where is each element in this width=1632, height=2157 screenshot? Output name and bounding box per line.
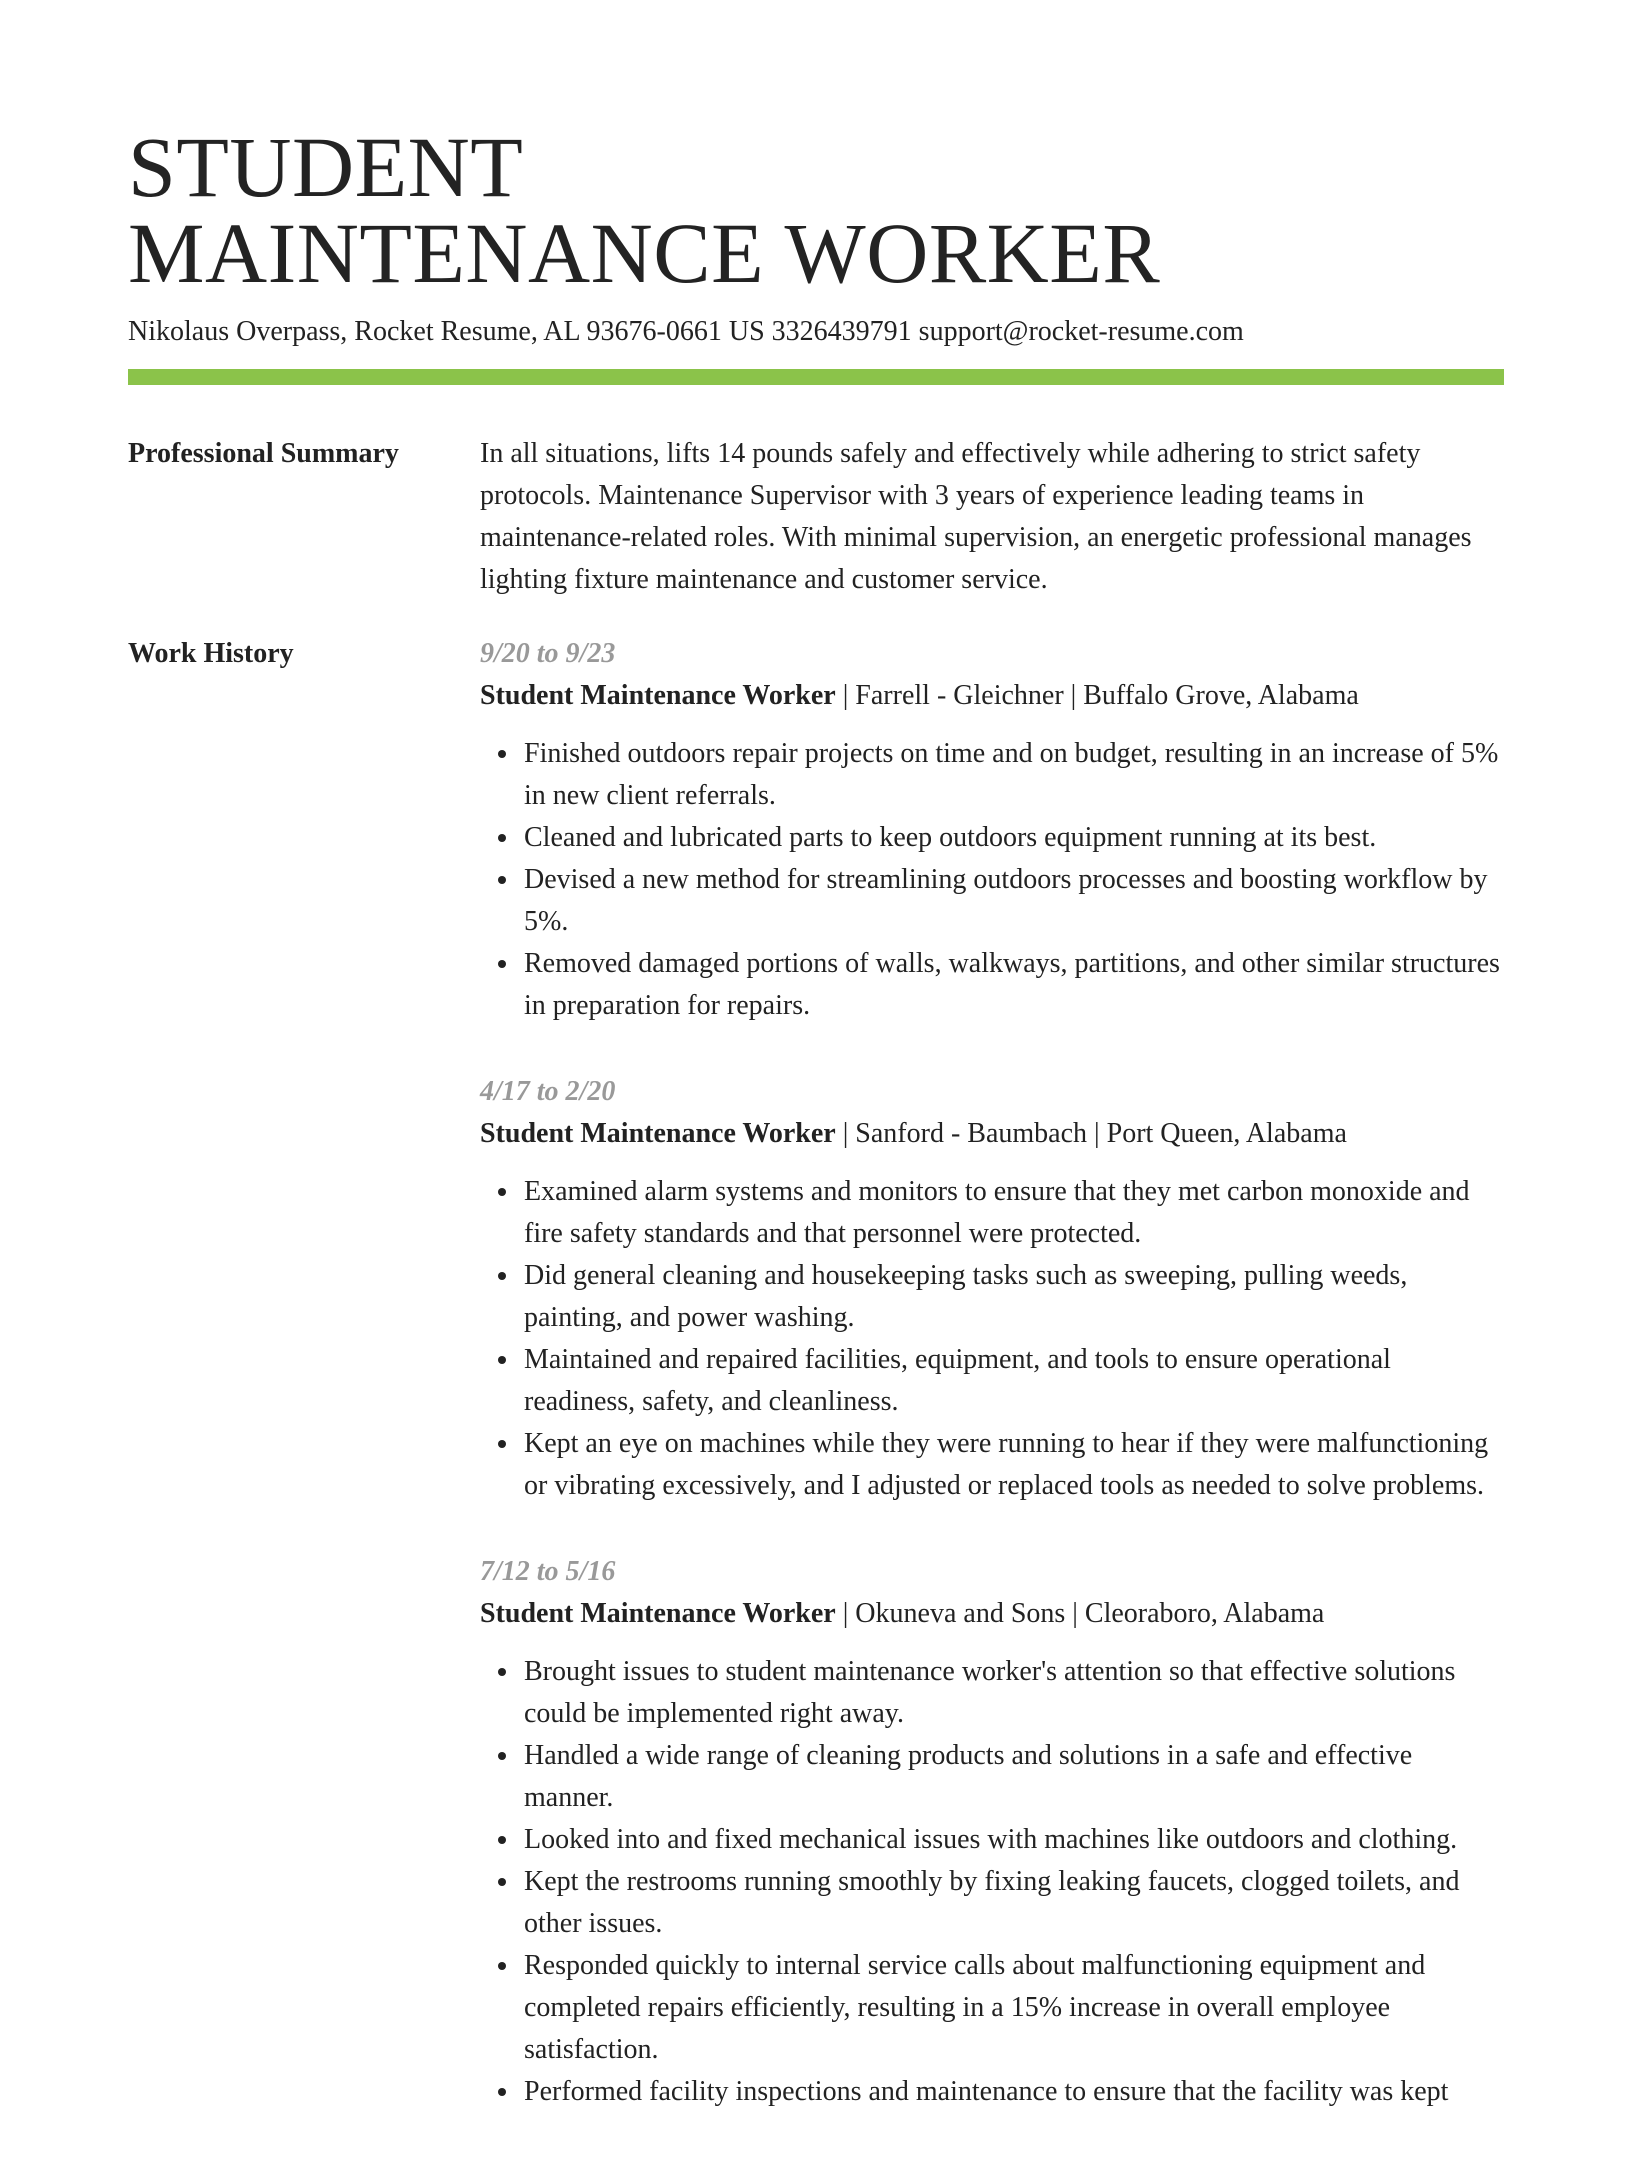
job-bullet: Responded quickly to internal service calls about malfunctioning equipment and completed repairs efficiently, resulting in a 15% increase in overall employee satisfaction.	[524, 1945, 1504, 2071]
resume-title	[128, 119, 1504, 301]
job-bullet: Devised a new method for streamlining outdoors processes and boosting workflow by 5%.	[524, 859, 1504, 943]
job-bullet: Examined alarm systems and monitors to ensure that they met carbon monoxide and fire safety standards and that personnel were protected.	[524, 1171, 1504, 1255]
job-entry	[480, 1071, 1504, 1507]
job-heading	[480, 1593, 1504, 1635]
job-details: | Farrell - Gleichner | Buffalo Grove, Alabama	[835, 680, 1359, 711]
job-dates: 7/12 to 5/16	[480, 1556, 616, 1587]
work-history-content	[480, 633, 1504, 2157]
accent-divider	[128, 369, 1504, 385]
job-bullet-list	[480, 733, 1504, 1027]
job-heading	[480, 1113, 1504, 1155]
job-title: Student Maintenance Worker	[480, 1118, 836, 1149]
job-bullet: Cleaned and lubricated parts to keep outdoors equipment running at its best.	[524, 817, 1504, 859]
job-entry	[480, 1551, 1504, 2113]
job-heading	[480, 675, 1504, 717]
job-bullet: Brought issues to student maintenance worker's attention so that effective solutions could be implemented right away.	[524, 1651, 1504, 1735]
job-title: Student Maintenance Worker	[480, 1598, 836, 1629]
job-title: Student Maintenance Worker	[480, 680, 836, 711]
job-bullet: Kept the restrooms running smoothly by fixing leaking faucets, clogged toilets, and other issues.	[524, 1861, 1504, 1945]
job-dates: 9/20 to 9/23	[480, 638, 616, 669]
job-entry	[480, 633, 1504, 1027]
resume-title-line-2: MAINTENANCE WORKER	[128, 205, 1161, 301]
job-bullet-list	[480, 1651, 1504, 2113]
job-bullet: Did general cleaning and housekeeping tasks such as sweeping, pulling weeds, painting, and power washing.	[524, 1255, 1504, 1339]
job-details: | Okuneva and Sons | Cleoraboro, Alabama	[835, 1598, 1325, 1629]
job-bullet: Kept an eye on machines while they were running to hear if they were malfunctioning or vibrating excessively, and I adjusted or replaced tools as needed to solve problems.	[524, 1423, 1504, 1507]
professional-summary-section	[128, 433, 1504, 603]
job-details: | Sanford - Baumbach | Port Queen, Alabama	[835, 1118, 1347, 1149]
job-bullet: Looked into and fixed mechanical issues with machines like outdoors and clothing.	[524, 1819, 1504, 1861]
job-bullet: Finished outdoors repair projects on time and on budget, resulting in an increase of 5% in new client referrals.	[524, 733, 1504, 817]
job-dates: 4/17 to 2/20	[480, 1076, 616, 1107]
contact-info: Nikolaus Overpass, Rocket Resume, AL 93676-0661 US 3326439791 support@rocket-resume.com	[128, 316, 1244, 347]
job-bullet: Handled a wide range of cleaning products and solutions in a safe and effective manner.	[524, 1735, 1504, 1819]
section-label-work-history: Work History	[128, 638, 294, 669]
job-bullet-list	[480, 1171, 1504, 1507]
job-bullet: Maintained and repaired facilities, equipment, and tools to ensure operational readiness, safety, and cleanliness.	[524, 1339, 1504, 1423]
section-label-professional-summary: Professional Summary	[128, 438, 399, 469]
job-bullet: Removed damaged portions of walls, walkways, partitions, and other similar structures in preparation for repairs.	[524, 943, 1504, 1027]
job-bullet: Performed facility inspections and maintenance to ensure that the facility was kept	[524, 2071, 1504, 2113]
professional-summary-content	[480, 433, 1504, 601]
resume-title-line-1: STUDENT	[128, 119, 524, 215]
professional-summary-text: In all situations, lifts 14 pounds safely and effectively while adhering to strict safety protocols. Maintenance Supervisor with 3 years of experience leading teams in maintenance-related roles. With minimal supervision, an energetic professional manages lighting fixture maintenance and customer service.	[480, 438, 1472, 595]
resume-page	[128, 0, 1504, 2112]
